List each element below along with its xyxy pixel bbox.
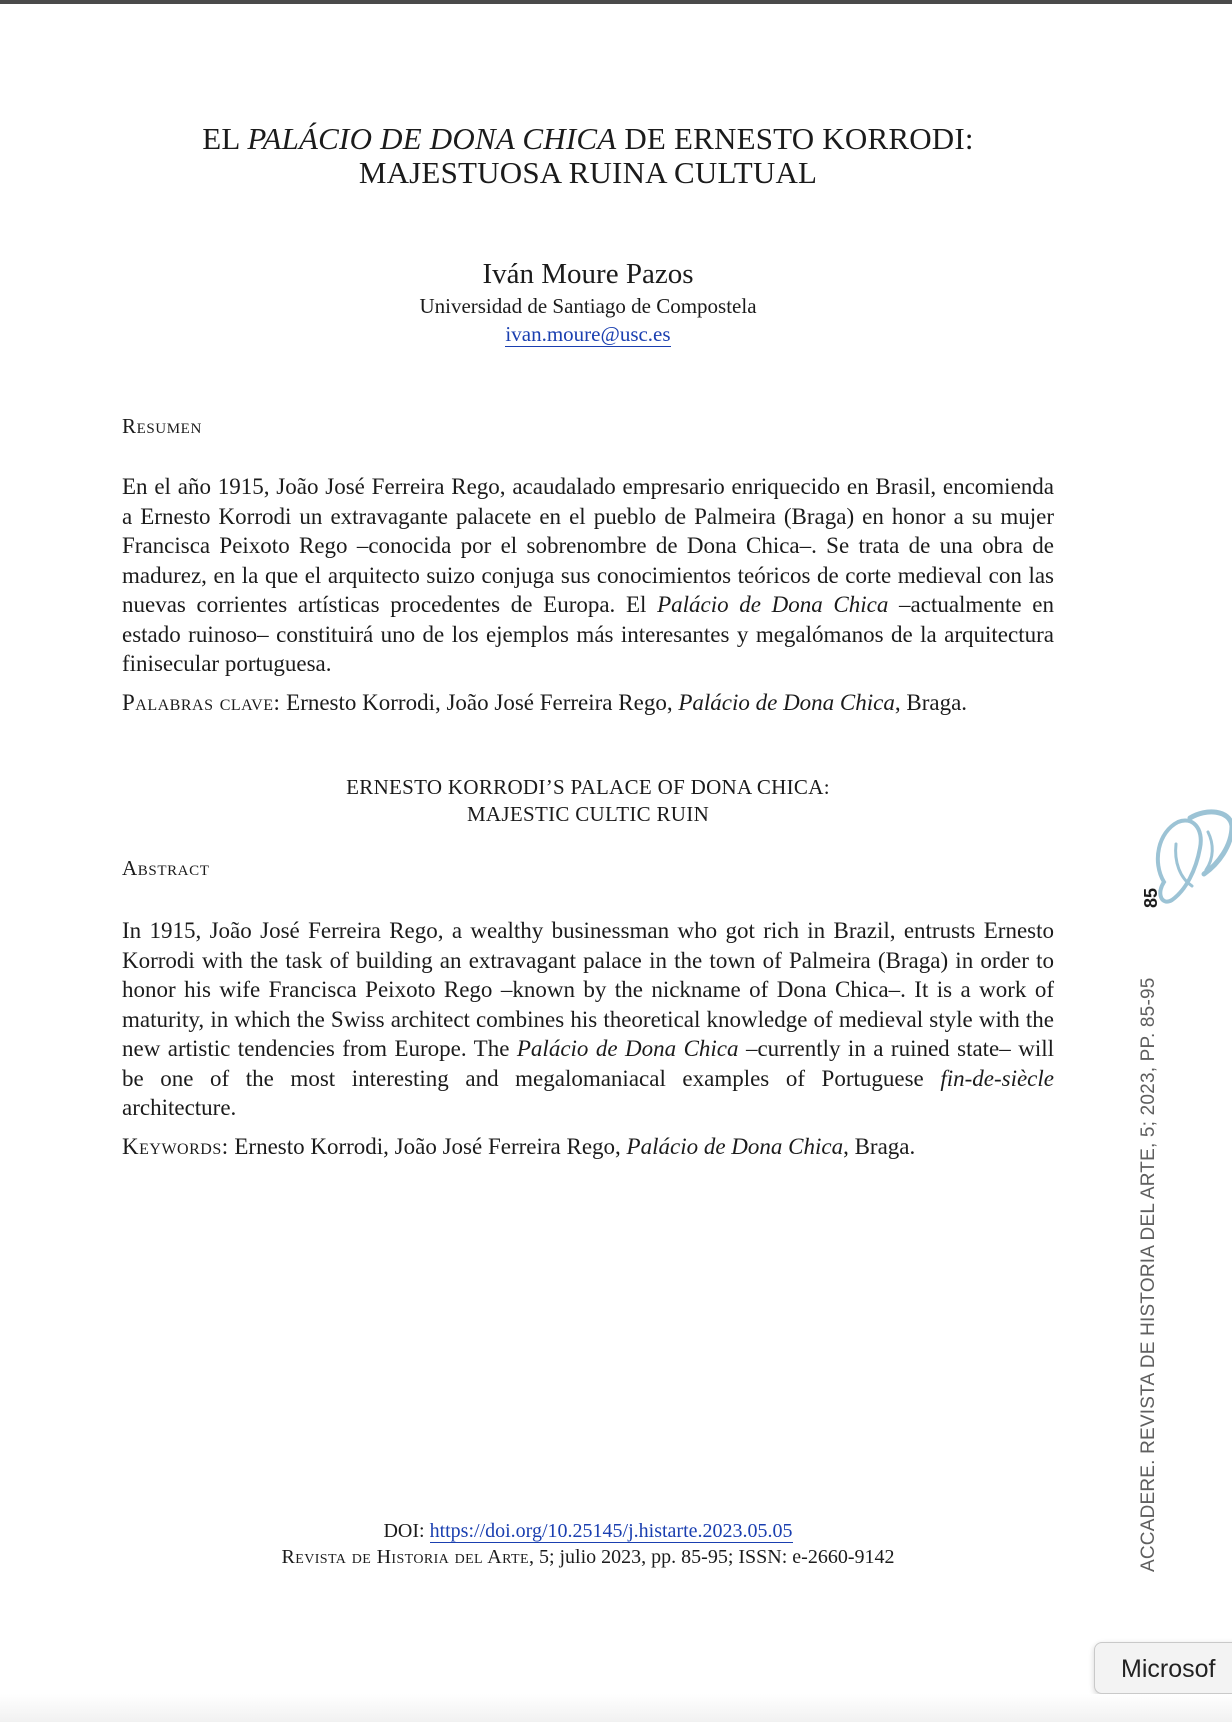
email-link[interactable]: ivan.moure@usc.es bbox=[505, 322, 671, 346]
article-title: EL PALÁCIO DE DONA CHICA DE ERNESTO KORRODI: MAJESTUOSA RUINA CULTUAL bbox=[202, 121, 974, 190]
english-title: ERNESTO KORRODI’S PALACE OF DONA CHICA: MAJESTIC CULTIC RUIN bbox=[346, 775, 830, 826]
journal-citation: Revista de Historia del Arte, 5; julio 2023, pp. 85-95; ISSN: e-2660-9142 bbox=[281, 1546, 895, 1568]
keywords-label-en: Keywords: bbox=[122, 1134, 229, 1159]
doi-line: DOI: https://doi.org/10.25145/j.histarte.2023.05.05 bbox=[383, 1520, 793, 1542]
document-page bbox=[0, 4, 1232, 1722]
bottom-shadow bbox=[0, 1694, 1232, 1722]
app-tooltip[interactable]: Microsof bbox=[1094, 1642, 1232, 1694]
page-number: 85 bbox=[1141, 887, 1161, 908]
keywords-label-es: Palabras clave: bbox=[122, 690, 281, 715]
journal-name: Revista de Historia del Arte bbox=[281, 1546, 529, 1568]
title-italic: PALÁCIO DE DONA CHICA bbox=[247, 121, 617, 156]
running-header-vertical: ACCADERE. REVISTA DE HISTORIA DEL ARTE, 5; 2023, PP. 85-95 bbox=[1138, 977, 1159, 1572]
title-line-2: MAJESTUOSA RUINA CULTUAL bbox=[358, 155, 818, 190]
author-name: Iván Moure Pazos bbox=[482, 258, 694, 290]
resumen-paragraph: En el año 1915, João José Ferreira Rego, acaudalado empresario enriquecido en Brasil, encomienda a Ernesto Korrodi un extravagante palacete en el pueblo de Palmeira (Braga) en honor a su mujer Francisca Peixoto Rego –conocida por el sobrenombre de Dona Chica–. Se trata de una obra de madurez, en la que el arquitecto suizo conjuga sus conocimientos teóricos de corte medieval con las nuevas corrientes artísticas procedentes de Europa. El Palácio de Dona Chica –actualmente en estado ruinoso– constituirá uno de los ejemplos más interesantes y megalómanos de la arquitectura finisecular portuguesa. bbox=[122, 474, 1054, 676]
author-affiliation: Universidad de Santiago de Compostela bbox=[419, 294, 757, 318]
doi-link[interactable]: https://doi.org/10.25145/j.histarte.2023.05.05 bbox=[429, 1520, 793, 1542]
resumen-keywords: Palabras clave: Ernesto Korrodi, João José Ferreira Rego, Palácio de Dona Chica, Braga. bbox=[122, 690, 968, 715]
abstract-keywords: Keywords: Ernesto Korrodi, João José Ferreira Rego, Palácio de Dona Chica, Braga. bbox=[122, 1134, 916, 1159]
abstract-heading: Abstract bbox=[122, 856, 210, 880]
abstract-paragraph: In 1915, João José Ferreira Rego, a wealthy businessman who got rich in Brazil, entrusts Ernesto Korrodi with the task of building an extravagant palace in the town of Palmeira (Braga) in order to honor his wife Francisca Peixoto Rego –known by the nickname of Dona Chica–. It is a work of maturity, in which the Swiss architect combines his theoretical knowledge of medieval style with the new artistic tendencies from Europe. The Palácio de Dona Chica –currently in a ruined state– will be one of the most interesting and megalomaniacal examples of Portuguese fin-de-siècle architecture. bbox=[122, 918, 1054, 1120]
author-email bbox=[80, 322, 1096, 347]
resumen-heading: Resumen bbox=[122, 414, 202, 438]
